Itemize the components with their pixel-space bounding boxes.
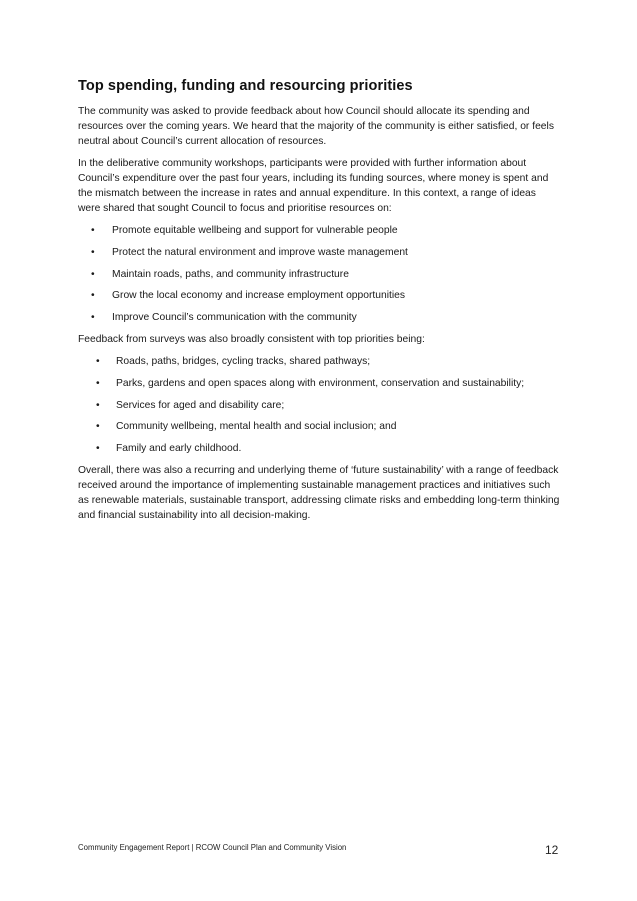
list-item: • Grow the local economy and increase employment opportunities xyxy=(78,288,560,303)
list-item: • Services for aged and disability care; xyxy=(78,398,560,413)
intro-paragraph: The community was asked to provide feedback about how Council should allocate its spending and resources over the coming years. We heard that the majority of the community is either satisfied, or feels neutral about Council’s current allocation of resources. xyxy=(78,106,554,147)
overall-paragraph: Overall, there was also a recurring and underlying theme of ‘future sustainability’ with a range of feedback received around the importance of implementing sustainable management practices and initiatives such as renewable materials, sustainable transport, addressing climate risks and embedding long-term thinking and financial sustainability into all decision-making. xyxy=(78,464,560,521)
list-item: • Family and early childhood. xyxy=(78,441,560,456)
list-item: • Maintain roads, paths, and community infrastructure xyxy=(78,267,560,282)
list-item: • Parks, gardens and open spaces along with environment, conservation and sustainability; xyxy=(78,376,560,391)
page-content xyxy=(78,78,560,530)
workshop-priorities-list xyxy=(78,223,560,325)
footer-text: Community Engagement Report | RCOW Council Plan and Community Vision xyxy=(78,843,347,852)
workshops-paragraph: In the deliberative community workshops, participants were provided with further information about Council’s expenditure over the past four years, including its funding sources, where money is spent and the mismatch between the increase in rates and annual expenditure. In this context, a range of ideas were shared that sought Council to focus and prioritise resources on: xyxy=(78,158,549,214)
survey-priorities-list xyxy=(78,354,560,456)
list-item: • Protect the natural environment and improve waste management xyxy=(78,245,560,260)
section-heading: Top spending, funding and resourcing priorities xyxy=(78,78,413,94)
list-item: • Improve Council’s communication with the community xyxy=(78,310,560,325)
page-number: 12 xyxy=(545,843,559,857)
list-item: • Promote equitable wellbeing and support for vulnerable people xyxy=(78,223,560,238)
surveys-paragraph: Feedback from surveys was also broadly consistent with top priorities being: xyxy=(78,333,425,345)
list-item: • Roads, paths, bridges, cycling tracks, shared pathways; xyxy=(78,354,560,369)
list-item: • Community wellbeing, mental health and social inclusion; and xyxy=(78,419,560,434)
